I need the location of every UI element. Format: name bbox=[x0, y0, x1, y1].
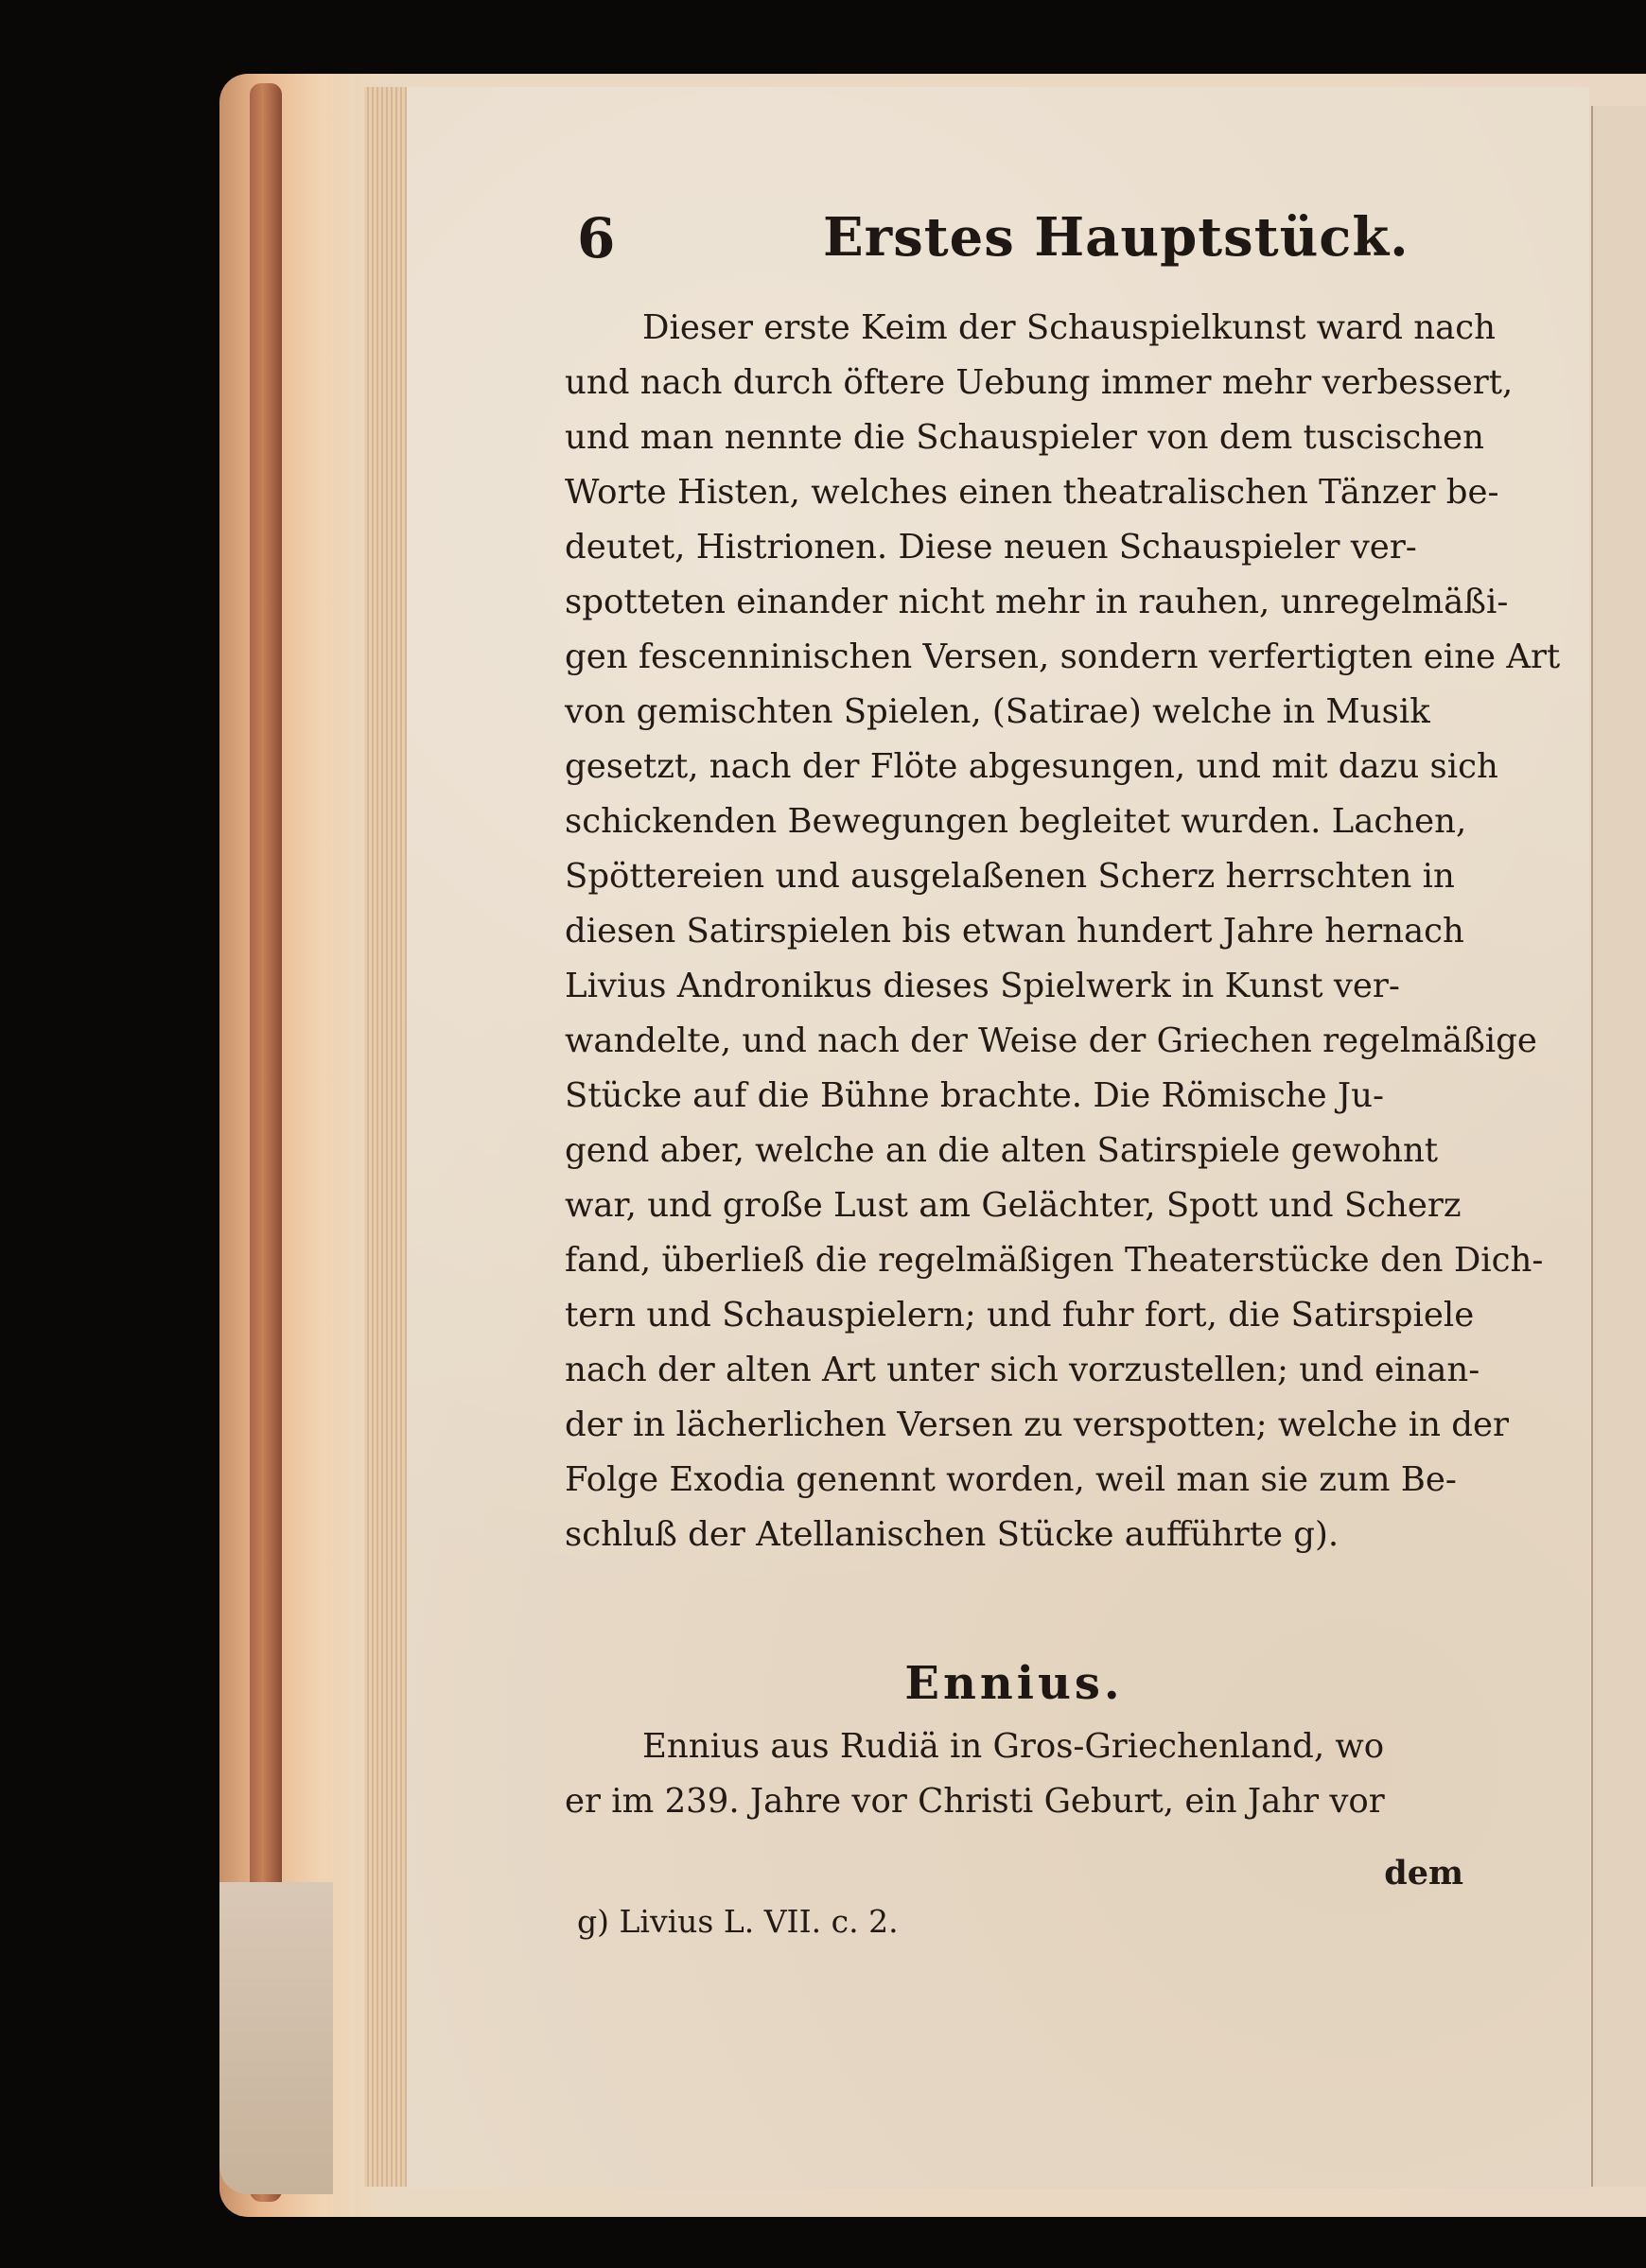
text-line: schickenden Bewegungen begleitet wurden. Lachen, bbox=[565, 802, 1467, 841]
page-number: 6 bbox=[577, 206, 616, 270]
text-line: Worte Histen, welches einen theatralischen Tänzer be- bbox=[565, 473, 1499, 512]
page-header bbox=[577, 206, 1485, 282]
text-line: Livius Andronikus dieses Spielwerk in Kunst ver- bbox=[565, 967, 1400, 1005]
text-line: tern und Schauspielern; und fuhr fort, die Satirspiele bbox=[565, 1296, 1475, 1335]
page-edges bbox=[364, 87, 408, 2187]
text-line: war, und große Lust am Gelächter, Spott und Scherz bbox=[565, 1186, 1462, 1225]
text-line: nach der alten Art unter sich vorzustellen; und einan- bbox=[565, 1351, 1480, 1389]
text-line: spotteten einander nicht mehr in rauhen, unregelmäßi- bbox=[565, 583, 1509, 621]
text-line: und man nennte die Schauspieler von dem tuscischen bbox=[565, 418, 1484, 457]
text-line: Stücke auf die Bühne brachte. Die Römische Ju- bbox=[565, 1076, 1384, 1115]
text-line: schluß der Atellanischen Stücke aufführte g). bbox=[565, 1515, 1340, 1554]
ennius-paragraph bbox=[565, 1719, 1463, 1829]
text-line: gesetzt, nach der Flöte abgesungen, und mit dazu sich bbox=[565, 747, 1498, 786]
text-line: er im 239. Jahre vor Christi Geburt, ein Jahr vor bbox=[565, 1782, 1385, 1821]
main-paragraph bbox=[565, 301, 1561, 1562]
text-line: Folge Exodia genennt worden, weil man sie zum Be- bbox=[565, 1460, 1457, 1499]
adjacent-page-edge bbox=[1591, 106, 1646, 2187]
text-line: Ennius aus Rudiä in Gros-Griechenland, wo bbox=[642, 1727, 1385, 1766]
footnote: g) Livius L. VII. c. 2. bbox=[577, 1903, 899, 1940]
text-line: wandelte, und nach der Weise der Griechen regelmäßige bbox=[565, 1021, 1537, 1060]
running-title: Erstes Hauptstück. bbox=[823, 206, 1410, 269]
text-line: von gemischten Spielen, (Satirae) welche in Musik bbox=[565, 692, 1430, 731]
text-line: gen fescenninischen Versen, sondern verfertigten eine Art bbox=[565, 637, 1561, 676]
text-line: deutet, Histrionen. Diese neuen Schauspieler ver- bbox=[565, 528, 1417, 567]
section-heading: Ennius. bbox=[904, 1657, 1124, 1710]
text-line: und nach durch öftere Uebung immer mehr verbessert, bbox=[565, 363, 1514, 402]
text-line: diesen Satirspielen bis etwan hundert Jahre hernach bbox=[565, 912, 1464, 951]
text-line: Dieser erste Keim der Schauspielkunst ward nach bbox=[642, 308, 1496, 347]
worn-binding bbox=[219, 1882, 333, 2194]
catchword: dem bbox=[1384, 1854, 1463, 1893]
text-line: gend aber, welche an die alten Satirspiele gewohnt bbox=[565, 1131, 1439, 1170]
text-line: fand, überließ die regelmäßigen Theaterstücke den Dich- bbox=[565, 1241, 1544, 1280]
text-line: Spöttereien und ausgelaßenen Scherz herrschten in bbox=[565, 857, 1455, 896]
text-line: der in lächerlichen Versen zu verspotten; welche in der bbox=[565, 1405, 1509, 1444]
